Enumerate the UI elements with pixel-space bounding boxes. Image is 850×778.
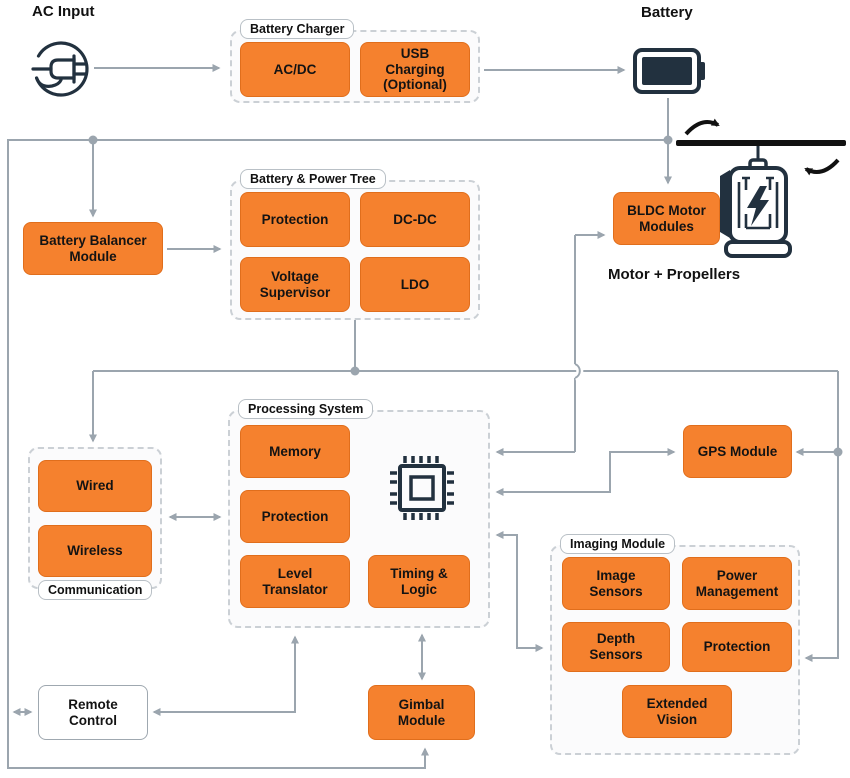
processor-chip-icon — [386, 452, 458, 524]
depth-sensors-block: Depth Sensors — [562, 622, 670, 672]
ac-input-label: AC Input — [32, 3, 95, 20]
propeller-bar-icon — [676, 140, 846, 146]
motor-propellers-label: Motor + Propellers — [608, 266, 741, 283]
ac-plug-icon — [28, 36, 94, 102]
bldc-motor-block: BLDC Motor Modules — [613, 192, 720, 245]
remote-control-block: Remote Control — [38, 685, 148, 740]
wired-block: Wired — [38, 460, 152, 512]
communication-group-title: Communication — [38, 580, 152, 600]
wireless-block: Wireless — [38, 525, 152, 577]
imaging-protection-block: Protection — [682, 622, 792, 672]
level-translator-block: Level Translator — [240, 555, 350, 608]
processing-system-group-title: Processing System — [238, 399, 373, 419]
usb-charging-block: USB Charging (Optional) — [360, 42, 470, 97]
rotation-cw-arrow-icon — [686, 122, 718, 134]
proc-protection-block: Protection — [240, 490, 350, 543]
battery-power-tree-group-title: Battery & Power Tree — [240, 169, 386, 189]
battery-label: Battery — [641, 4, 693, 21]
battery-icon — [632, 46, 708, 96]
image-sensors-block: Image Sensors — [562, 557, 670, 610]
imaging-module-group-title: Imaging Module — [560, 534, 675, 554]
timing-logic-block: Timing & Logic — [368, 555, 470, 608]
memory-block: Memory — [240, 425, 350, 478]
extended-vision-block: Extended Vision — [622, 685, 732, 738]
ac-dc-block: AC/DC — [240, 42, 350, 97]
dc-dc-block: DC-DC — [360, 192, 470, 247]
battery-charger-group-title: Battery Charger — [240, 19, 354, 39]
battery-balancer-block: Battery Balancer Module — [23, 222, 163, 275]
gps-module-block: GPS Module — [683, 425, 792, 478]
rotation-ccw-arrow-icon — [806, 160, 838, 172]
ldo-block: LDO — [360, 257, 470, 312]
power-management-block: Power Management — [682, 557, 792, 610]
bpt-protection-block: Protection — [240, 192, 350, 247]
gimbal-module-block: Gimbal Module — [368, 685, 475, 740]
voltage-supervisor-block: Voltage Supervisor — [240, 257, 350, 312]
